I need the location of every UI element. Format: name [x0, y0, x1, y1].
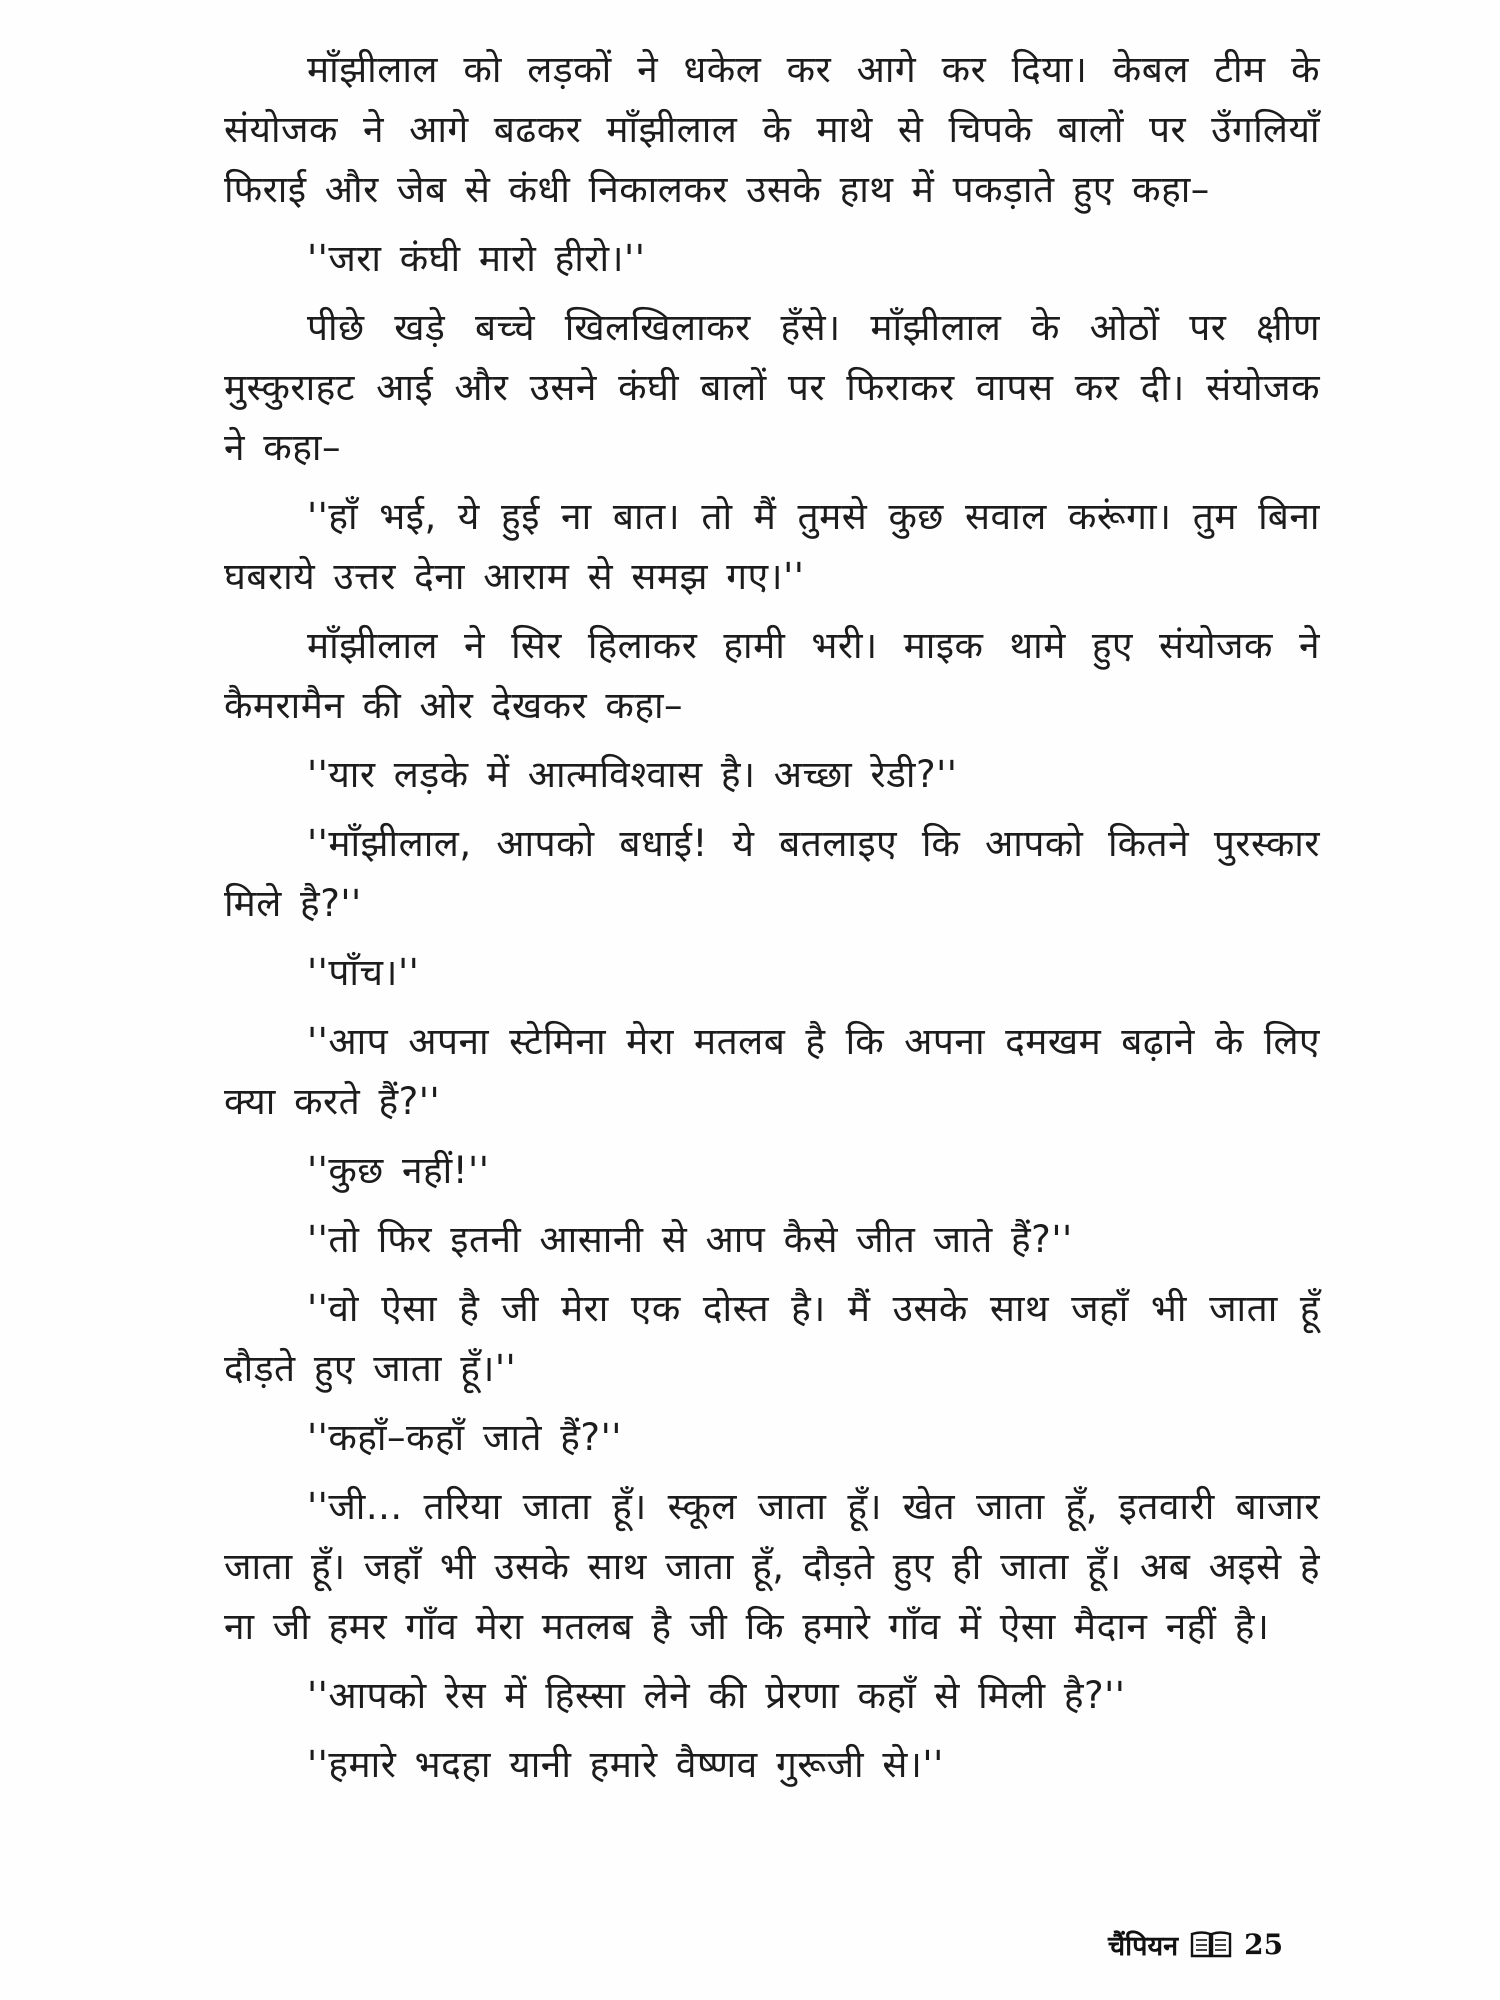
- paragraph-12: ''वो ऐसा है जी मेरा एक दोस्त है। मैं उसके साथ जहाँ भी जाता हूँ दौड़ते हुए जाता हूँ।'': [224, 1287, 1320, 1390]
- open-book-icon: [1190, 1929, 1232, 1959]
- paragraph-15: ''आपको रेस में हिस्सा लेने की प्रेरणा कहाँ से मिली है?'': [307, 1674, 1126, 1717]
- paragraph-6: ''यार लड़के में आत्मविश्वास है। अच्छा रेडी?'': [307, 753, 958, 796]
- paragraph-4: ''हाँ भई, ये हुई ना बात। तो मैं तुमसे कुछ सवाल करूंगा। तुम बिना घबराये उत्तर देना आराम से समझ गए।'': [224, 495, 1320, 598]
- paragraph-5: माँझीलाल ने सिर हिलाकर हामी भरी। माइक थामे हुए संयोजक ने कैमरामैन की ओर देखकर कहा–: [224, 624, 1320, 727]
- paragraph-11: ''तो फिर इतनी आसानी से आप कैसे जीत जाते हैं?'': [307, 1218, 1073, 1261]
- paragraph-10: ''कुछ नहीं!'': [307, 1149, 490, 1192]
- paragraph-9: ''आप अपना स्टेमिना मेरा मतलब है कि अपना दमखम बढ़ाने के लिए क्या करते हैं?'': [224, 1020, 1320, 1123]
- paragraph-2: ''जरा कंघी मारो हीरो।'': [307, 237, 646, 280]
- paragraph-14: ''जी... तरिया जाता हूँ। स्कूल जाता हूँ। खेत जाता हूँ, इतवारी बाजार जाता हूँ। जहाँ भी उसके साथ जाता हूँ, दौड़ते हुए ही जाता हूँ। अब अइसे हे ना जी हमर गाँव मेरा मतलब है जी कि हमारे गाँव में ऐसा मैदान नहीं है।: [224, 1485, 1320, 1648]
- paragraph-7: ''माँझीलाल, आपको बधाई! ये बतलाइए कि आपको कितने पुरस्कार मिले है?'': [224, 822, 1320, 925]
- footer-book-title: चैंपियन: [1108, 1930, 1179, 1962]
- paragraph-13: ''कहाँ–कहाँ जाते हैं?'': [307, 1416, 622, 1459]
- paragraph-3: पीछे खड़े बच्चे खिलखिलाकर हँसे। माँझीलाल के ओठों पर क्षीण मुस्कुराहट आई और उसने कंघी बालों पर फिराकर वापस कर दी। संयोजक ने कहा–: [224, 306, 1320, 469]
- page-footer: [1108, 1922, 1283, 1966]
- paragraph-1: माँझीलाल को लड़कों ने धकेल कर आगे कर दिया। केबल टीम के संयोजक ने आगे बढकर माँझीलाल के माथे से चिपके बालों पर उँगलियाँ फिराई और जेब से कंधी निकालकर उसके हाथ में पकड़ाते हुए कहा–: [224, 48, 1320, 211]
- page-body: [224, 40, 1320, 1804]
- page-number: 25: [1244, 1927, 1284, 1961]
- paragraph-8: ''पाँच।'': [307, 951, 420, 994]
- paragraph-16: ''हमारे भदहा यानी हमारे वैष्णव गुरूजी से।'': [307, 1743, 944, 1786]
